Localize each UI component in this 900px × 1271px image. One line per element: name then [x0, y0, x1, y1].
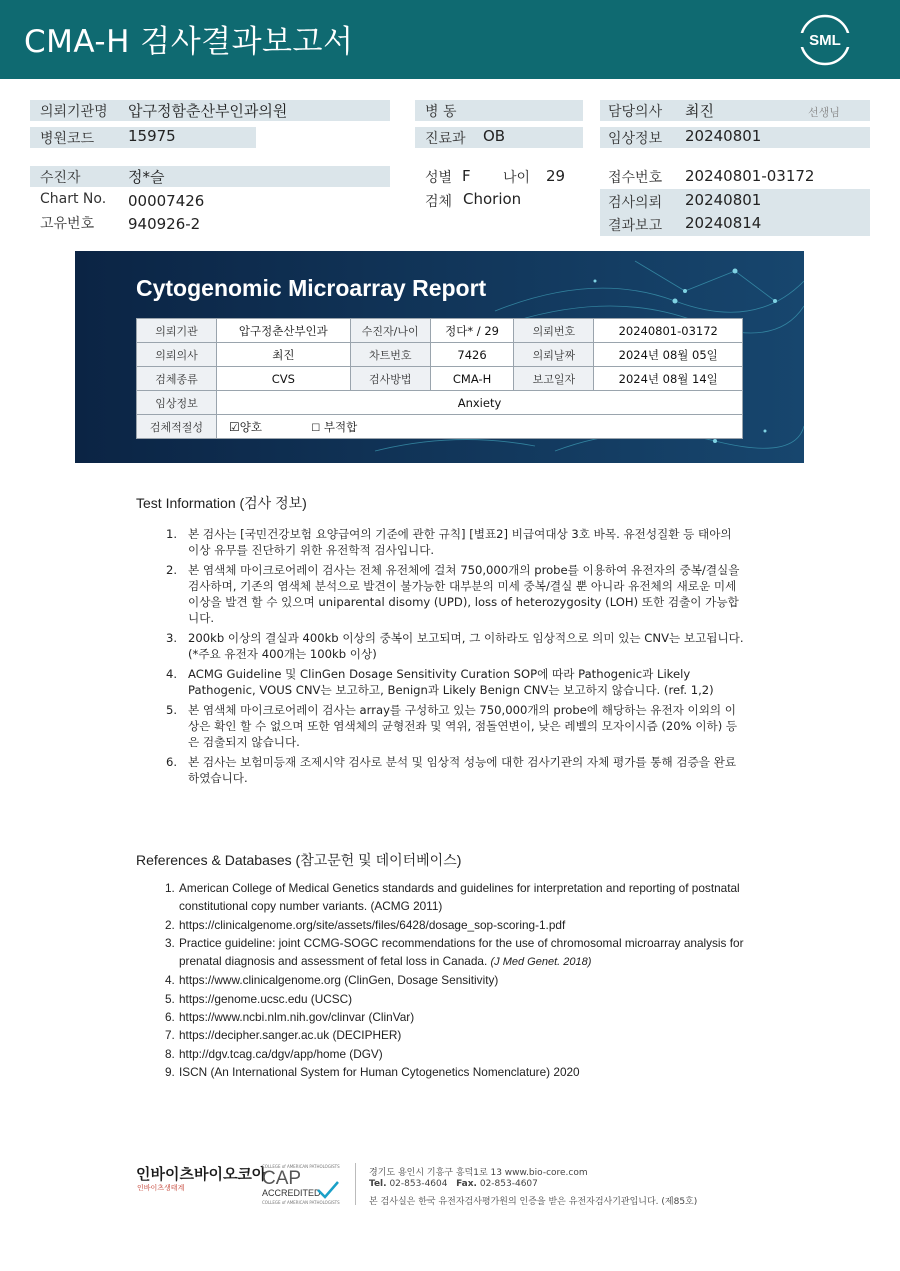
doctor-value: 최진	[685, 102, 714, 120]
sex-value: F	[462, 167, 471, 185]
uid-label: 고유번호	[40, 216, 95, 232]
test-info-text: 200kb 이상의 결실과 400kb 이상의 중복이 보고되며, 그 이하라도 임상적으로 의미 있는 CNV는 보고됩니다. (*주요 유전자 400개는 100kb 이상)	[188, 631, 744, 661]
request-value: 20240801	[685, 191, 762, 209]
banner-cell-value: 압구정춘산부인과	[217, 319, 351, 343]
report-banner	[75, 251, 804, 463]
list-number: 3.	[165, 935, 175, 950]
chart-label: Chart No.	[40, 191, 107, 207]
sml-logo-icon	[798, 13, 852, 67]
adequacy-good: 양호	[239, 419, 262, 434]
page-title: CMA-H 검사결과보고서	[24, 24, 354, 60]
banner-cell-value: 최진	[217, 343, 351, 367]
banner-cell-label: 의뢰번호	[514, 319, 594, 343]
cap-top-text: COLLEGE of AMERICAN PATHOLOGISTS	[262, 1164, 340, 1169]
patient-bar	[30, 166, 390, 187]
test-info-text: ACMG Guideline 및 ClinGen Dosage Sensitivity Curation SOP에 따라 Pathogenic과 Likely Pathogenic, VOUS CNV는 보고하고, Benign과 Likely Benign CNV는 보고하지 않습니다. (ref. 1,2)	[188, 667, 714, 697]
test-info-list	[166, 526, 746, 790]
list-number: 5.	[165, 991, 175, 1006]
references-title: References & Databases (참고문헌 및 데이터베이스)	[136, 852, 462, 868]
tel-label: Tel.	[369, 1179, 387, 1189]
sex-label: 성별	[425, 170, 453, 186]
banner-cell-label: 검사방법	[350, 367, 430, 391]
reference-item	[165, 879, 765, 916]
reference-text: American College of Medical Genetics standards and guidelines for interpretation and reporting of postnatal constitutional copy number variants. (ACMG 2011)	[179, 881, 740, 914]
reference-item	[165, 916, 765, 934]
banner-cell-value: 20240801-03172	[594, 319, 743, 343]
banner-cell-label: 의뢰기관	[137, 319, 217, 343]
references-list	[165, 879, 765, 1081]
test-info-text: 본 검사는 보험미등재 조제시약 검사로 분석 및 임상적 성능에 대한 검사기관의 자체 평가를 통해 검증을 완료하였습니다.	[188, 755, 737, 785]
reference-text: https://clinicalgenome.org/site/assets/files/6428/dosage_sop-scoring-1.pdf	[179, 917, 566, 932]
banner-adequacy-row	[137, 415, 743, 439]
adequacy-bad: 부적합	[323, 419, 358, 434]
checked-box-icon: ☑	[229, 419, 240, 434]
chart-value: 00007426	[128, 192, 205, 210]
test-info-item	[166, 754, 746, 786]
list-number: 4.	[165, 973, 175, 988]
test-info-item	[166, 702, 746, 750]
test-info-item	[166, 526, 746, 558]
req-inst-label: 의뢰기관명	[40, 104, 108, 120]
reference-text: https://genome.ucsc.edu (UCSC)	[179, 991, 353, 1006]
doctor-suffix: 선생님	[808, 106, 840, 119]
dept-label: 진료과	[425, 131, 466, 147]
report-value: 20240814	[685, 214, 762, 232]
reference-item	[165, 1026, 765, 1044]
footer-cert: 본 검사실은 한국 유전자검사평가원의 인증을 받은 유전자검사기관입니다. (제85호)	[369, 1197, 698, 1207]
banner-cell-label: 차트번호	[350, 343, 430, 367]
list-number: 9.	[165, 1064, 175, 1079]
receipt-label: 접수번호	[608, 170, 663, 186]
banner-adequacy-cell	[217, 415, 743, 439]
banner-cell-label: 의뢰의사	[137, 343, 217, 367]
banner-clinical-label: 임상정보	[137, 391, 217, 415]
list-number: 6.	[165, 1010, 175, 1025]
list-number: 7.	[165, 1028, 175, 1043]
reference-item	[165, 1008, 765, 1026]
banner-cell-label: 수진자/나이	[350, 319, 430, 343]
banner-cell-value: 2024년 08월 05일	[594, 343, 743, 367]
banner-title: Cytogenomic Microarray Report	[136, 275, 487, 301]
reference-text: ISCN (An International System for Human Cytogenetics Nomenclature) 2020	[179, 1064, 580, 1079]
banner-cell-value: 7426	[430, 343, 514, 367]
banner-cell-value: CVS	[217, 367, 351, 391]
list-number: 1.	[166, 527, 178, 541]
unchecked-box-icon: ☐	[311, 422, 321, 434]
list-number: 4.	[166, 667, 178, 681]
req-inst-value: 압구정함춘산부인과의원	[128, 102, 288, 120]
clinical-value: 20240801	[685, 127, 762, 145]
patient-value: 정*슬	[128, 168, 165, 186]
reference-citation: (J Med Genet. 2018)	[490, 956, 592, 969]
uid-value: 940926-2	[128, 215, 201, 233]
test-info-item	[166, 666, 746, 698]
test-info-text: 본 검사는 [국민건강보험 요양급여의 기준에 관한 규칙] [별표2] 비급여대상 3호 바목. 유전성질환 등 태아의 이상 유무를 진단하기 위한 유전학적 검사입니다.	[188, 527, 732, 557]
list-number: 5.	[166, 703, 178, 717]
test-info-title: Test Information (검사 정보)	[136, 495, 307, 511]
reference-item	[165, 971, 765, 989]
reference-text: https://decipher.sanger.ac.uk (DECIPHER)	[179, 1028, 402, 1043]
reference-item	[165, 1063, 765, 1081]
test-info-text: 본 염색체 마이크로어레이 검사는 array를 구성하고 있는 750,000개의 probe에 해당하는 유전자 이외의 이상은 확인 할 수 없으며 또한 염색체의 균형전좌 및 역위, 점돌연변이, 낮은 레벨의 모자이시즘 (20% 이하) 등은 검출되지 않습니다.	[188, 703, 738, 749]
fax-label: Fax.	[456, 1179, 477, 1189]
receipt-value: 20240801-03172	[685, 167, 815, 185]
doctor-label: 담당의사	[608, 104, 663, 120]
footer-contact	[369, 1179, 538, 1189]
company-sub: 인바이츠생태계	[137, 1184, 185, 1192]
age-value: 29	[546, 167, 566, 185]
reference-text: http://dgv.tcag.ca/dgv/app/home (DGV)	[179, 1046, 383, 1061]
company-logo: 인바이츠바이오코아	[136, 1165, 267, 1183]
banner-table-row	[137, 367, 743, 391]
banner-info-table	[136, 318, 743, 439]
cap-bottom-text: COLLEGE of AMERICAN PATHOLOGISTS	[262, 1200, 340, 1205]
age-label: 나이	[503, 170, 531, 186]
reference-item	[165, 1045, 765, 1063]
banner-clinical-row	[137, 391, 743, 415]
reference-item	[165, 990, 765, 1008]
banner-cell-label: 의뢰날짜	[514, 343, 594, 367]
test-info-item	[166, 630, 746, 662]
list-number: 1.	[165, 881, 175, 895]
tel-value: 02-853-4604	[389, 1179, 448, 1189]
banner-table-body	[137, 319, 743, 391]
cap-logo: CAP	[262, 1168, 302, 1189]
cap-accredited: ACCREDITED	[262, 1188, 321, 1198]
banner-table-row	[137, 343, 743, 367]
request-label: 검사의뢰	[608, 195, 663, 211]
fax-value: 02-853-4607	[479, 1179, 538, 1189]
patient-label: 수진자	[40, 170, 81, 186]
reference-text: https://www.ncbi.nlm.nih.gov/clinvar (ClinVar)	[179, 1010, 415, 1025]
banner-cell-value: CMA-H	[430, 367, 514, 391]
list-number: 2.	[165, 917, 175, 932]
footer-divider	[355, 1163, 356, 1205]
specimen-value: Chorion	[463, 190, 522, 208]
dept-value: OB	[483, 127, 506, 145]
list-number: 8.	[165, 1046, 175, 1061]
banner-cell-value: 정다* / 29	[430, 319, 514, 343]
test-info-text: 본 염색체 마이크로어레이 검사는 전체 유전체에 걸쳐 750,000개의 probe를 이용하여 유전자의 중복/결실을 검사하며, 기존의 염색체 분석으로 발견이 불가능한 대부분의 미세 중복/결실 뿐 아니라 유전체의 새로운 미세이상을 발견 할 수 있으며 uniparental disomy (UPD), loss of heterozygosity (LOH) 또한 검출이 가능합니다.	[188, 563, 740, 625]
ward-label: 병 동	[425, 104, 457, 120]
reference-item	[165, 934, 765, 972]
reference-text: https://www.clinicalgenome.org (ClinGen, Dosage Sensitivity)	[179, 973, 499, 988]
report-header	[0, 0, 900, 79]
banner-cell-label: 보고일자	[514, 367, 594, 391]
clinical-label: 임상정보	[608, 131, 663, 147]
reference-text: Practice guideline: joint CCMG-SOGC recommendations for the use of chromosomal microarray analysis for prenatal diagnosis and assessment of fetal loss in Canada.	[179, 935, 744, 969]
list-number: 3.	[166, 631, 178, 645]
banner-adequacy-label: 검체적절성	[137, 415, 217, 439]
banner-table-row	[137, 319, 743, 343]
footer-address: 경기도 용인시 기흥구 흥덕1로 13 www.bio-core.com	[369, 1168, 588, 1178]
test-info-item	[166, 562, 746, 626]
banner-clinical-value: Anxiety	[217, 391, 743, 415]
logo-text: SML	[809, 32, 841, 49]
banner-cell-value: 2024년 08월 14일	[594, 367, 743, 391]
report-label: 결과보고	[608, 218, 663, 234]
list-number: 6.	[166, 755, 178, 769]
hosp-code-value: 15975	[128, 127, 176, 145]
hosp-code-label: 병원코드	[40, 131, 95, 147]
specimen-label: 검체	[425, 194, 453, 210]
list-number: 2.	[166, 563, 178, 577]
checkmark-icon	[316, 1180, 340, 1200]
banner-cell-label: 검체종류	[137, 367, 217, 391]
